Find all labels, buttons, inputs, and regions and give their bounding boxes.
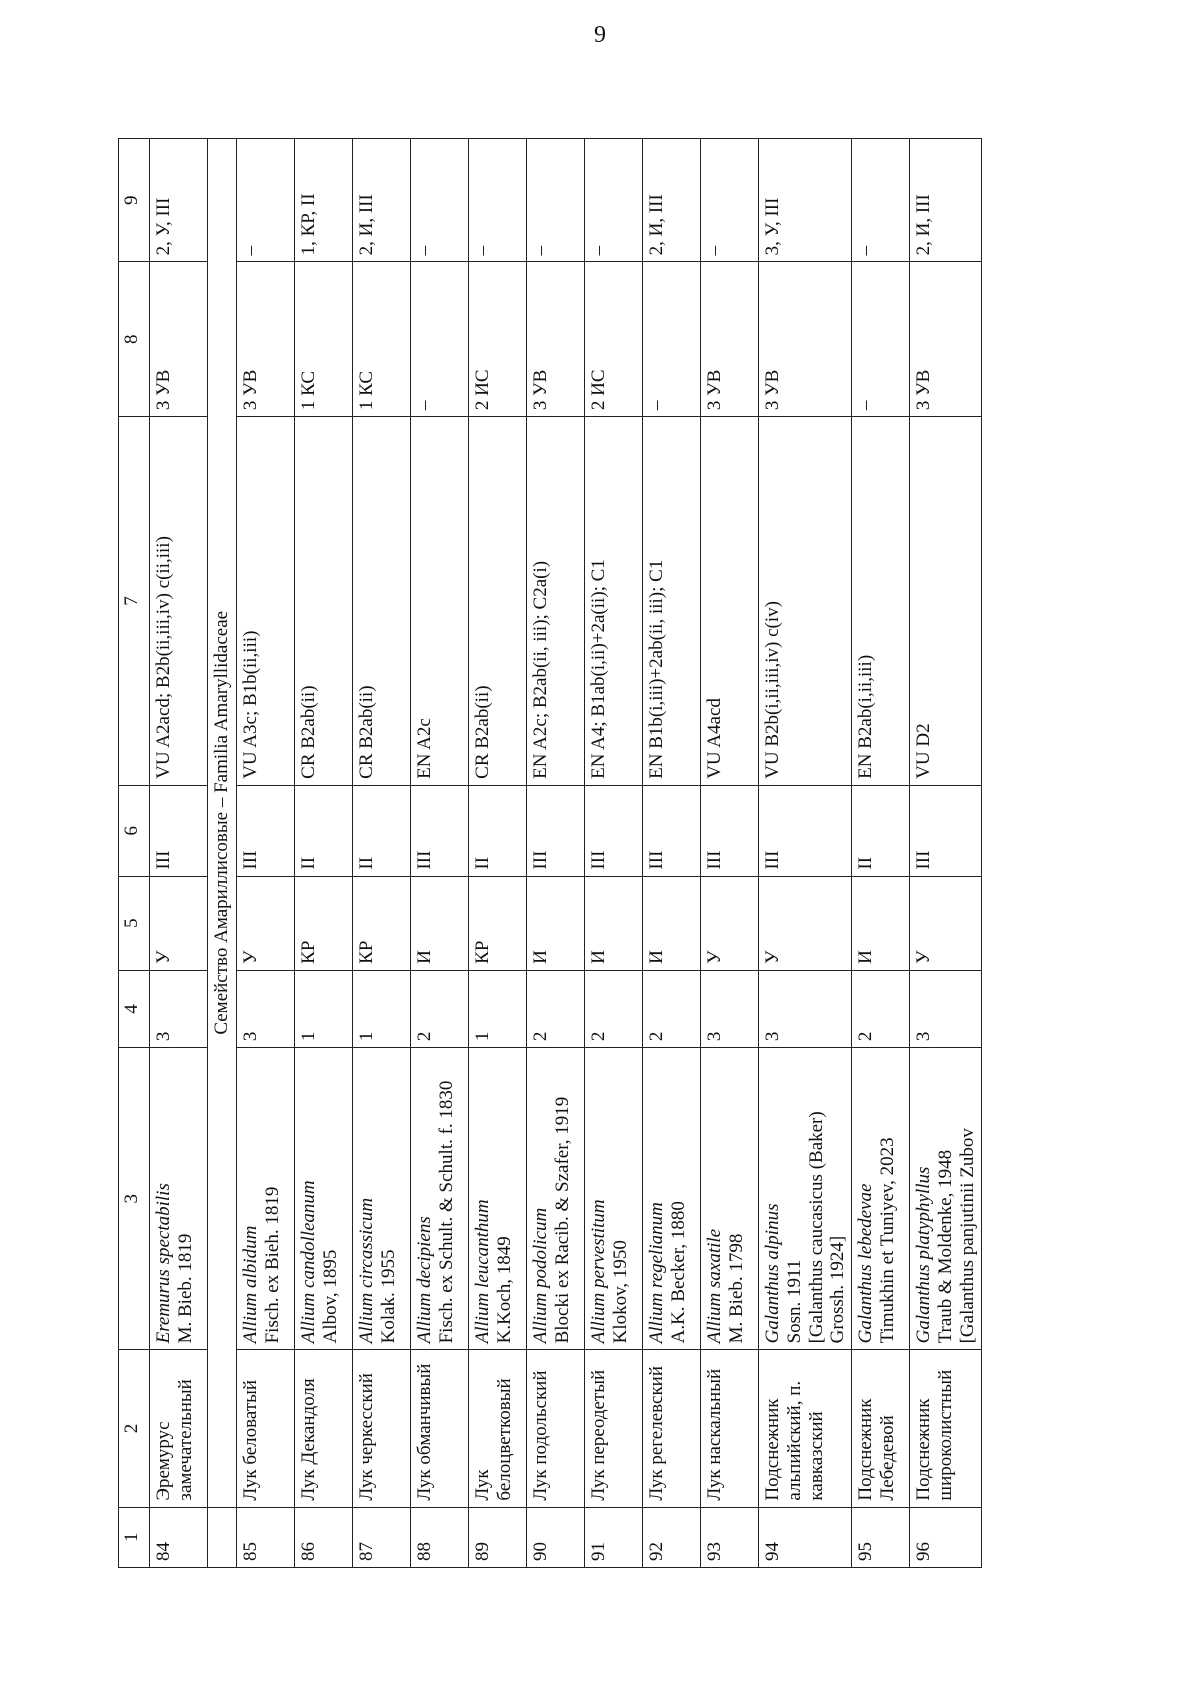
latin-species-name: Allium circassicum [355, 1197, 377, 1344]
status-cell: У [758, 876, 851, 970]
column-header: 2 [119, 1350, 150, 1507]
taxon-synonym: [Galanthus caucasicus (Baker) Grossh. 1924] [805, 1111, 849, 1344]
priority-cell: III [758, 785, 851, 876]
table-row [584, 139, 642, 1568]
federal-category-cell: – [642, 262, 700, 417]
status-cell: И [852, 876, 910, 970]
column-header: 3 [119, 1048, 150, 1350]
taxon-author: Fisch. ex Schult. & Schult. f. 1830 [435, 1080, 457, 1344]
latin-name-cell [642, 1048, 700, 1350]
header-row [119, 139, 150, 1568]
iucn-criteria-cell: VU A2acd; B2b(ii,iii,iv) c(ii,iii) [150, 417, 208, 786]
row-number-cell: 89 [468, 1507, 526, 1567]
federal-category-cell: 1 КС [294, 262, 352, 417]
row-number-cell: 86 [294, 1507, 352, 1567]
latin-name-cell [526, 1048, 584, 1350]
federal-category-cell: 3 УВ [758, 262, 851, 417]
row-number-cell: 94 [758, 1507, 851, 1567]
category-cell: 1 [294, 970, 352, 1047]
iucn-criteria-cell: EN A2c [410, 417, 468, 786]
taxon-synonym: [Galanthus panjutinii Zubov [956, 1128, 978, 1344]
taxon-author: Traub & Moldenke, 1948 [935, 1149, 957, 1344]
russian-name-cell: Подснежник Лебедевой [852, 1350, 910, 1507]
priority-cell: III [526, 785, 584, 876]
priority-cell: III [236, 785, 294, 876]
latin-name-cell [852, 1048, 910, 1350]
family-row [208, 139, 237, 1568]
russian-name-cell: Лук белоцветковый [468, 1350, 526, 1507]
federal-category-cell: – [852, 262, 910, 417]
latin-name-cell [468, 1048, 526, 1350]
iucn-criteria-cell: VU D2 [910, 417, 982, 786]
taxon-author: M. Bieb. 1798 [725, 1233, 747, 1344]
latin-name-cell [584, 1048, 642, 1350]
table-row [526, 139, 584, 1568]
status-cell: У [236, 876, 294, 970]
table-row [352, 139, 410, 1568]
status-cell: И [410, 876, 468, 970]
latin-name-cell [758, 1048, 851, 1350]
status-cell: КР [468, 876, 526, 970]
red-book-table [118, 138, 982, 1568]
status-cell: У [150, 876, 208, 970]
column-header: 4 [119, 970, 150, 1047]
table-row [910, 139, 982, 1568]
category-cell: 3 [236, 970, 294, 1047]
status-cell: У [910, 876, 982, 970]
category-cell: 2 [410, 970, 468, 1047]
federal-category-cell: 3 УВ [526, 262, 584, 417]
status-cell: КР [352, 876, 410, 970]
iucn-criteria-cell: EN B1b(i,iii)+2ab(ii, iii); C1 [642, 417, 700, 786]
status-cell: И [584, 876, 642, 970]
column-header: 5 [119, 876, 150, 970]
latin-species-name: Allium decipiens [413, 1216, 435, 1344]
priority-cell: II [352, 785, 410, 876]
row-number-cell: 84 [150, 1507, 208, 1567]
regional-category-cell: – [584, 139, 642, 262]
federal-category-cell: 3 УВ [236, 262, 294, 417]
table-row [150, 139, 208, 1568]
row-number-cell: 91 [584, 1507, 642, 1567]
table-body [150, 139, 982, 1568]
russian-name-cell: Лук Декандоля [294, 1350, 352, 1507]
category-cell: 1 [468, 970, 526, 1047]
table-row [294, 139, 352, 1568]
federal-category-cell: 3 УВ [910, 262, 982, 417]
page-number: 9 [594, 22, 606, 48]
table-row [468, 139, 526, 1568]
russian-name-cell: Лук наскальный [700, 1350, 758, 1507]
iucn-criteria-cell: CR B2ab(ii) [352, 417, 410, 786]
priority-cell: III [584, 785, 642, 876]
iucn-criteria-cell: EN A4; B1ab(i,ii)+2a(ii); C1 [584, 417, 642, 786]
priority-cell: II [294, 785, 352, 876]
column-header: 6 [119, 785, 150, 876]
regional-category-cell: 2, И, III [352, 139, 410, 262]
family-title: Семейство Амариллисовые – Familia Amaryllidaceae [208, 139, 237, 1508]
regional-category-cell: – [700, 139, 758, 262]
federal-category-cell: 3 УВ [150, 262, 208, 417]
category-cell: 2 [852, 970, 910, 1047]
family-row-spacer [208, 1507, 237, 1567]
federal-category-cell: 2 ИС [468, 262, 526, 417]
federal-category-cell: 3 УВ [700, 262, 758, 417]
latin-species-name: Allium regelianum [645, 1202, 667, 1344]
latin-species-name: Eremurus spectabilis [153, 1183, 174, 1344]
row-number-cell: 95 [852, 1507, 910, 1567]
russian-name-cell: Лук подольский [526, 1350, 584, 1507]
russian-name-cell: Лук черкесский [352, 1350, 410, 1507]
row-number-cell: 90 [526, 1507, 584, 1567]
latin-species-name: Galanthus platyphyllus [913, 1166, 935, 1344]
latin-name-cell [236, 1048, 294, 1350]
iucn-criteria-cell: CR B2ab(ii) [294, 417, 352, 786]
rotated-table-container [118, 138, 1048, 1568]
column-header: 9 [119, 139, 150, 262]
category-cell: 3 [150, 970, 208, 1047]
priority-cell: III [910, 785, 982, 876]
priority-cell: II [468, 785, 526, 876]
regional-category-cell: 1, КР, II [294, 139, 352, 262]
latin-name-cell [294, 1048, 352, 1350]
latin-name-cell [700, 1048, 758, 1350]
row-number-cell: 87 [352, 1507, 410, 1567]
status-cell: И [642, 876, 700, 970]
russian-name-cell: Подснежник альпийский, п. кавказский [758, 1350, 851, 1507]
federal-category-cell: 2 ИС [584, 262, 642, 417]
taxon-author: Albov, 1895 [319, 1249, 341, 1344]
row-number-cell: 85 [236, 1507, 294, 1567]
russian-name-cell: Подснежник широколистный [910, 1350, 982, 1507]
taxon-author: M. Bieb. 1819 [174, 1233, 196, 1344]
latin-species-name: Allium leucanthum [471, 1199, 493, 1344]
regional-category-cell: 2, И, III [910, 139, 982, 262]
federal-category-cell: – [410, 262, 468, 417]
iucn-criteria-cell: EN B2ab(i,ii,iii) [852, 417, 910, 786]
latin-species-name: Allium pervestitum [587, 1199, 609, 1344]
taxon-author: K.Koch, 1849 [493, 1236, 515, 1344]
taxon-author: Fisch. ex Bieh. 1819 [261, 1186, 283, 1344]
category-cell: 1 [352, 970, 410, 1047]
regional-category-cell: – [526, 139, 584, 262]
regional-category-cell: 3, У, III [758, 139, 851, 262]
latin-name-cell [410, 1048, 468, 1350]
russian-name-cell: Лук беловатый [236, 1350, 294, 1507]
taxon-author: Blocki ex Racib. & Szafer, 1919 [551, 1096, 573, 1344]
russian-name-cell: Лук обманчивый [410, 1350, 468, 1507]
priority-cell: II [852, 785, 910, 876]
taxon-author: A.K. Becker, 1880 [667, 1201, 689, 1344]
regional-category-cell: – [410, 139, 468, 262]
iucn-criteria-cell: VU A3c; B1b(ii,iii) [236, 417, 294, 786]
regional-category-cell: 2, У, III [150, 139, 208, 262]
priority-cell: III [410, 785, 468, 876]
status-cell: КР [294, 876, 352, 970]
regional-category-cell: – [852, 139, 910, 262]
regional-category-cell: – [236, 139, 294, 262]
category-cell: 3 [910, 970, 982, 1047]
russian-name-cell: Лук регелевский [642, 1350, 700, 1507]
category-cell: 3 [700, 970, 758, 1047]
iucn-criteria-cell: VU A4acd [700, 417, 758, 786]
iucn-criteria-cell: VU B2b(i,ii,iii,iv) c(iv) [758, 417, 851, 786]
iucn-criteria-cell: EN A2c; B2ab(ii, iii); C2a(i) [526, 417, 584, 786]
priority-cell: III [150, 785, 208, 876]
iucn-criteria-cell: CR B2ab(ii) [468, 417, 526, 786]
taxon-author: Kolak. 1955 [377, 1249, 399, 1344]
latin-species-name: Galanthus alpinus [761, 1203, 783, 1344]
latin-species-name: Allium saxatile [703, 1228, 725, 1344]
status-cell: И [526, 876, 584, 970]
latin-name-cell [150, 1048, 208, 1350]
latin-name-cell [910, 1048, 982, 1350]
latin-species-name: Allium candolleanum [297, 1180, 319, 1344]
regional-category-cell: – [468, 139, 526, 262]
row-number-cell: 92 [642, 1507, 700, 1567]
federal-category-cell: 1 КС [352, 262, 410, 417]
latin-species-name: Galanthus lebedevae [855, 1183, 877, 1344]
russian-name-cell: Эремурус замечательный [150, 1350, 208, 1507]
row-number-cell: 88 [410, 1507, 468, 1567]
russian-name-cell: Лук переодетый [584, 1350, 642, 1507]
taxon-author: Klokov, 1950 [609, 1240, 631, 1344]
category-cell: 2 [642, 970, 700, 1047]
column-header: 1 [119, 1507, 150, 1567]
table-row [236, 139, 294, 1568]
taxon-author: Timukhin et Tuniyev, 2023 [877, 1137, 899, 1344]
latin-name-cell [352, 1048, 410, 1350]
regional-category-cell: 2, И, III [642, 139, 700, 262]
priority-cell: III [700, 785, 758, 876]
category-cell: 2 [584, 970, 642, 1047]
taxon-author: Sosn. 1911 [783, 1259, 805, 1344]
priority-cell: III [642, 785, 700, 876]
table-row [642, 139, 700, 1568]
table-row [410, 139, 468, 1568]
latin-species-name: Allium albidum [239, 1225, 261, 1344]
row-number-cell: 96 [910, 1507, 982, 1567]
row-number-cell: 93 [700, 1507, 758, 1567]
category-cell: 3 [758, 970, 851, 1047]
status-cell: У [700, 876, 758, 970]
table-row [758, 139, 851, 1568]
table-row [852, 139, 910, 1568]
latin-species-name: Allium podolicum [529, 1207, 551, 1344]
column-header: 7 [119, 417, 150, 786]
column-header: 8 [119, 262, 150, 417]
table-row [700, 139, 758, 1568]
category-cell: 2 [526, 970, 584, 1047]
